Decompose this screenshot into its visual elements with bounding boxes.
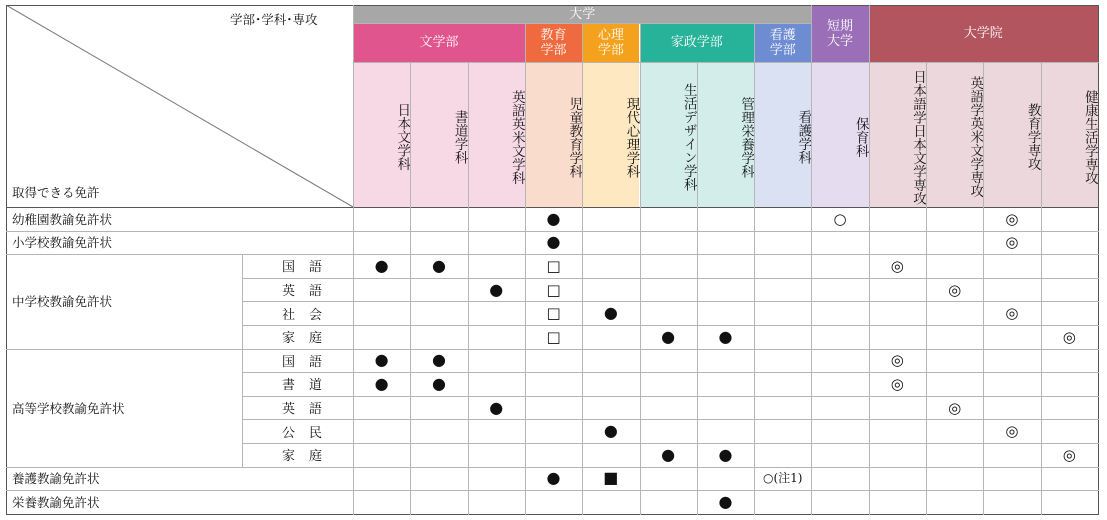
column-header: 生活デザイン学科	[640, 62, 697, 207]
grid-line	[6, 207, 1099, 208]
license-mark: ●	[718, 491, 733, 511]
license-mark: ◎	[1005, 304, 1019, 323]
faculty-header: 教育 学部	[525, 23, 582, 62]
row-group-label: 高等学校教諭免許状	[12, 400, 125, 416]
faculty-header: 文学部	[353, 23, 525, 62]
license-mark: ●	[489, 279, 504, 299]
license-mark: ◎	[890, 351, 904, 370]
faculty-header: 看護 学部	[754, 23, 811, 62]
grid-line	[983, 62, 984, 515]
license-mark: ◎	[1005, 233, 1019, 252]
license-mark: ◎	[1005, 209, 1019, 228]
column-header: 健康生活学専攻	[1041, 62, 1098, 207]
grid-line	[6, 467, 1099, 468]
grid-line	[6, 514, 1099, 515]
junior-college-header: 短期 大学	[811, 5, 868, 62]
corner-bottom-label: 取得できる免許	[12, 185, 100, 200]
license-mark: ●	[374, 350, 389, 370]
column-header: 日本文学科	[353, 62, 410, 207]
license-mark: ●	[374, 255, 389, 275]
column-header: 保育科	[811, 62, 868, 207]
row-subject-label: 書道	[282, 378, 337, 394]
grid-line	[869, 5, 870, 515]
column-header: 書道学科	[410, 62, 467, 207]
grid-line	[6, 254, 1099, 255]
column-header: 日本語学日本文学専攻	[869, 62, 926, 207]
grid-line	[353, 62, 1099, 63]
license-mark: □	[546, 304, 561, 323]
license-mark: □	[546, 280, 561, 299]
row-group-label: 幼稚園教諭免許状	[12, 211, 113, 227]
license-mark: ■	[603, 468, 619, 488]
license-mark: □	[546, 256, 561, 275]
license-mark: ◎	[948, 280, 962, 299]
grid-line	[242, 396, 1099, 397]
license-mark: ●	[661, 444, 676, 464]
license-mark: ●	[431, 350, 446, 370]
row-subject-label: 英語	[282, 402, 337, 418]
row-group-label: 栄養教諭免許状	[12, 494, 100, 510]
column-header: 現代心理学科	[582, 62, 639, 207]
license-mark: ◎	[1005, 422, 1019, 441]
corner-diagonal	[6, 5, 353, 207]
column-header: 英語学英米文学専攻	[926, 62, 983, 207]
grid-line	[242, 278, 1099, 279]
license-mark: ◎	[1062, 327, 1076, 346]
faculty-header: 心理 学部	[582, 23, 639, 62]
grid-line	[582, 23, 583, 515]
grid-line	[697, 62, 698, 515]
column-header: 管理栄養学科	[697, 62, 754, 207]
column-header: 英語英米文学科	[468, 62, 525, 207]
row-subject-label: 家庭	[282, 449, 337, 465]
column-header: 児童教育学科	[525, 62, 582, 207]
row-subject-label: 公民	[282, 425, 337, 441]
license-mark: ●	[489, 397, 504, 417]
row-group-label: 中学校教諭免許状	[12, 294, 113, 310]
license-mark: ◎	[890, 256, 904, 275]
column-header: 看護学科	[754, 62, 811, 207]
row-subject-label: 家庭	[282, 331, 337, 347]
corner-top-label: 学部･学科･専攻	[230, 12, 318, 27]
grid-line	[6, 231, 1099, 232]
license-mark: ◎	[890, 374, 904, 393]
license-mark: ◎	[1062, 445, 1076, 464]
grid-line	[754, 23, 755, 515]
license-mark: ●	[374, 373, 389, 393]
license-mark: ●	[546, 468, 561, 488]
grid-line	[811, 5, 812, 515]
grid-line	[6, 5, 7, 515]
license-mark: ●	[431, 255, 446, 275]
license-mark: ●	[603, 303, 618, 323]
grid-line	[242, 349, 243, 468]
license-mark: ○	[833, 209, 847, 228]
faculty-header: 家政学部	[640, 23, 755, 62]
grid-line	[6, 5, 1099, 6]
license-mark: ○(注1)	[763, 471, 803, 486]
column-header: 教育学専攻	[983, 62, 1040, 207]
grid-line	[525, 23, 526, 515]
license-mark: ●	[431, 373, 446, 393]
grid-line	[242, 325, 1099, 326]
grid-line	[242, 254, 243, 349]
row-subject-label: 国語	[282, 354, 337, 370]
grid-line	[640, 23, 641, 515]
grid-line	[410, 62, 411, 515]
license-mark: ◎	[948, 398, 962, 417]
grid-line	[242, 443, 1099, 444]
row-group-label: 小学校教諭免許状	[12, 235, 113, 251]
grid-line	[353, 5, 354, 515]
license-mark: ●	[718, 444, 733, 464]
grid-line	[1098, 5, 1099, 515]
grid-line	[242, 372, 1099, 373]
grid-line	[468, 62, 469, 515]
grid-line	[242, 419, 1099, 420]
grid-line	[6, 349, 1099, 350]
license-mark: ●	[718, 326, 733, 346]
grid-line	[926, 62, 927, 515]
university-header: 大学	[353, 5, 811, 23]
row-subject-label: 国語	[282, 260, 337, 276]
row-group-label: 養護教諭免許状	[12, 471, 100, 487]
grid-line	[6, 490, 1099, 491]
license-mark: □	[546, 327, 561, 346]
license-mark: ●	[603, 421, 618, 441]
license-mark: ●	[661, 326, 676, 346]
graduate-school-header: 大学院	[869, 5, 1098, 62]
license-mark: ●	[546, 232, 561, 252]
grid-line	[242, 301, 1099, 302]
row-subject-label: 英語	[282, 284, 337, 300]
license-mark: ●	[546, 208, 561, 228]
grid-line	[1041, 62, 1042, 515]
row-subject-label: 社会	[282, 307, 337, 323]
